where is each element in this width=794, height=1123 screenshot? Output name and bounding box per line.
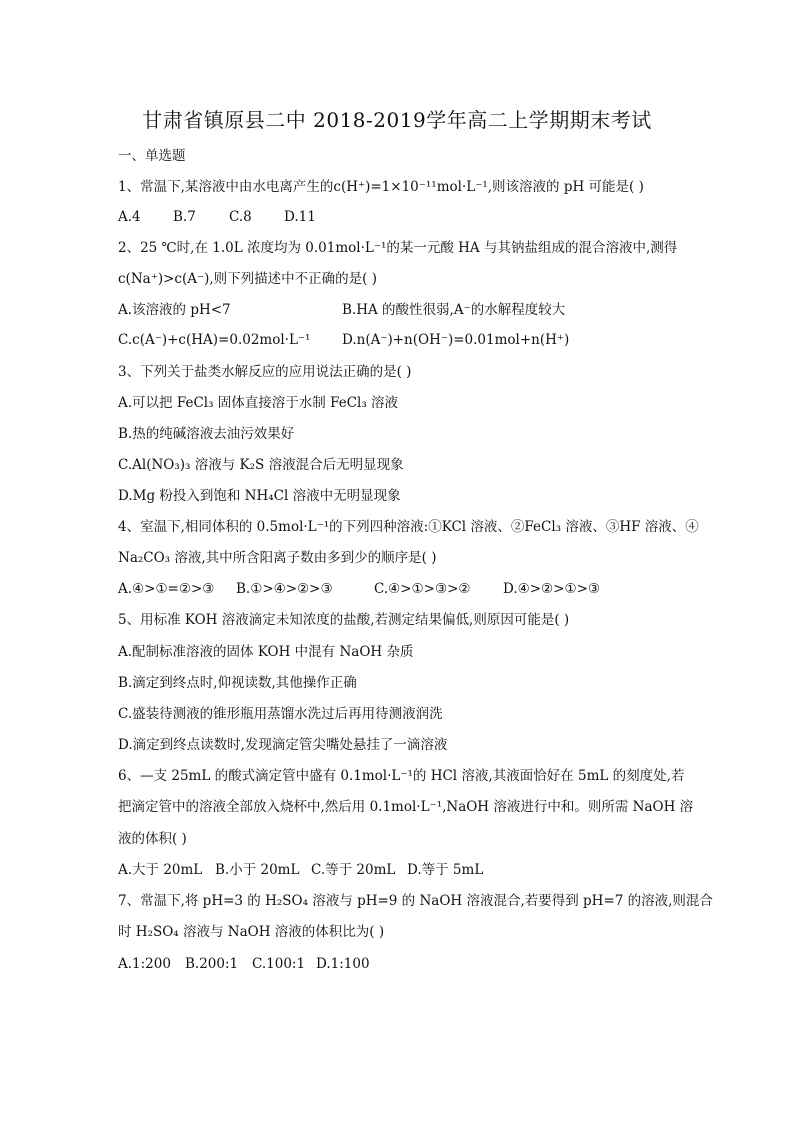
question-7-option-b: B.200:1 (185, 956, 239, 972)
question-4-option-c: C.④>①>③>② (374, 581, 471, 597)
question-6-stem-line-3: 液的体积( ) (118, 831, 187, 847)
question-5-option-d: D.滴定到终点读数时,发现滴定管尖嘴处悬挂了一滴溶液 (118, 737, 448, 753)
question-5-option-c: C.盛装待测液的锥形瓶用蒸馏水洗过后再用待测液润洗 (118, 706, 443, 722)
question-1-option-a: A.4 (118, 209, 141, 225)
question-1-option-d: D.11 (284, 209, 316, 225)
page-title: 甘肃省镇原县二中 2018-2019学年高二上学期期末考试 (142, 108, 652, 132)
question-1-stem: 1、常温下,某溶液中由水电离产生的c(H⁺)=1×10⁻¹¹mol·L⁻¹,则该溶液的 pH 可能是( ) (118, 179, 644, 195)
question-6-stem-line-2: 把滴定管中的溶液全部放入烧杯中,然后用 0.1mol·L⁻¹,NaOH 溶液进行中和。则所需 NaOH 溶 (118, 799, 694, 815)
question-1-option-b: B.7 (173, 209, 196, 225)
question-2-option-c: C.c(A⁻)+c(HA)=0.02mol·L⁻¹ (118, 332, 311, 348)
question-1-option-c: C.8 (229, 209, 252, 225)
question-7-stem-line-2: 时 H₂SO₄ 溶液与 NaOH 溶液的体积比为( ) (118, 924, 385, 940)
question-7-option-a: A.1:200 (118, 956, 171, 972)
question-2-option-b: B.HA 的酸性很弱,A⁻的水解程度较大 (342, 302, 566, 318)
question-5-stem: 5、用标准 KOH 溶液滴定未知浓度的盐酸,若测定结果偏低,则原因可能是( ) (118, 612, 570, 628)
question-5-option-a: A.配制标准溶液的固体 KOH 中混有 NaOH 杂质 (118, 644, 414, 660)
question-5-option-b: B.滴定到终点时,仰视读数,其他操作正确 (118, 675, 357, 691)
question-4-stem-line-2: Na₂CO₃ 溶液,其中所含阳离子数由多到少的顺序是( ) (118, 550, 437, 566)
question-6-stem-line-1: 6、—支 25mL 的酸式滴定管中盛有 0.1mol·L⁻¹的 HCl 溶液,其液面恰好在 5mL 的刻度处,若 (118, 768, 685, 784)
question-7-option-c: C.100:1 (252, 956, 306, 972)
question-6-option-c: C.等于 20mL (311, 862, 396, 878)
question-3-option-d: D.Mg 粉投入到饱和 NH₄Cl 溶液中无明显现象 (118, 488, 401, 504)
question-4-option-a: A.④>①=②>③ (118, 581, 215, 597)
question-7-option-d: D.1:100 (316, 956, 370, 972)
question-4-option-b: B.①>④>②>③ (236, 581, 333, 597)
question-3-option-b: B.热的纯碱溶液去油污效果好 (118, 426, 295, 442)
question-4-stem-line-1: 4、室温下,相同体积的 0.5mol·L⁻¹的下列四种溶液:①KCl 溶液、②FeCl₃ 溶液、③HF 溶液、④ (118, 519, 699, 535)
question-3-option-c: C.Al(NO₃)₃ 溶液与 K₂S 溶液混合后无明显现象 (118, 457, 404, 473)
section-heading: 一、单选题 (118, 148, 186, 164)
question-2-stem-line-1: 2、25 ℃时,在 1.0L 浓度均为 0.01mol·L⁻¹的某一元酸 HA 与其钠盐组成的混合溶液中,测得 (118, 240, 678, 256)
question-3-stem: 3、下列关于盐类水解反应的应用说法正确的是( ) (118, 364, 412, 380)
question-2-option-a: A.该溶液的 pH<7 (118, 302, 231, 318)
question-2-option-d: D.n(A⁻)+n(OH⁻)=0.01mol+n(H⁺) (342, 332, 570, 348)
question-6-option-b: B.小于 20mL (215, 862, 300, 878)
question-4-option-d: D.④>②>①>③ (503, 581, 600, 597)
question-3-option-a: A.可以把 FeCl₃ 固体直接溶于水制 FeCl₃ 溶液 (118, 395, 399, 411)
question-6-option-d: D.等于 5mL (407, 862, 484, 878)
question-7-stem-line-1: 7、常温下,将 pH=3 的 H₂SO₄ 溶液与 pH=9 的 NaOH 溶液混合,若要得到 pH=7 的溶液,则混合 (118, 893, 713, 909)
question-6-option-a: A.大于 20mL (118, 862, 203, 878)
question-2-stem-line-2: c(Na⁺)>c(A⁻),则下列描述中不正确的是( ) (118, 271, 377, 287)
